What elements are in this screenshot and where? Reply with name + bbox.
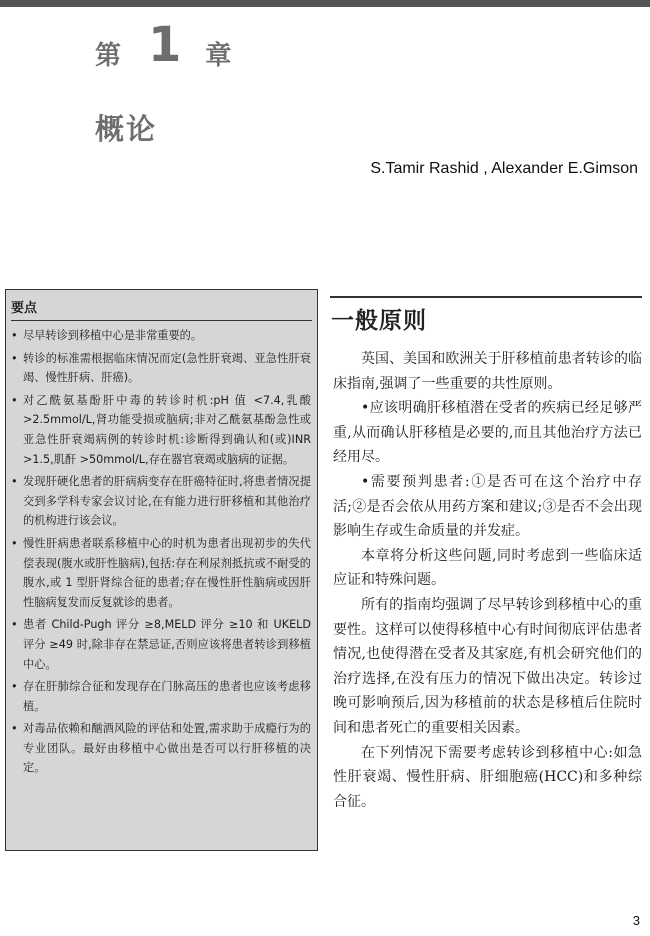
key-points-header: 要点: [11, 301, 38, 316]
chapter-prefix: 第: [95, 41, 123, 71]
body-paragraph: 所有的指南均强调了尽早转诊到移植中心的重要性。这样可以使得移植中心有时间彻底评估患者情况,也使得潜在受者及其家庭,有机会研究他们的治疗选择,在没有压力的情况下做出决定。转诊过晚可影响预后,因为移植前的状态是移植后住院时间和患者死亡的重要相关因素。: [333, 596, 642, 736]
body-paragraph: •应该明确肝移植潜在受者的疾病已经足够严重,从而确认肝移植是必要的,而且其他治疗方法已经用尽。: [333, 400, 642, 466]
body-paragraph: 在下列情况下需要考虑转诊到移植中心:如急性肝衰竭、慢性肝病、肝细胞癌(HCC)和多种综合征。: [333, 744, 642, 810]
key-point-item: • 慢性肝病患者联系移植中心的时机为患者出现初步的失代偿表现(腹水或肝性脑病),包括:存在利尿剂抵抗或不耐受的腹水,或 1 型肝肾综合征的患者;存在慢性肝性脑病或因肝性脑病复发而反复就诊的患者。: [11, 534, 311, 612]
chapter-title: 概论: [95, 112, 158, 146]
key-point-item: • 发现肝硬化患者的肝病病变存在肝癌特征时,将患者情况提交到多学科专家会议讨论,在有能力进行肝移植和其他治疗的机构进行该会议。: [11, 472, 311, 531]
key-point-item: • 存在肝肺综合征和发现存在门脉高压的患者也应该考虑移植。: [11, 677, 311, 716]
key-point-item: • 转诊的标准需根据临床情况而定(急性肝衰竭、亚急性肝衰竭、慢性肝病、肝癌)。: [11, 349, 311, 388]
body-paragraph: •需要预判患者:①是否可在这个治疗中存活;②是否会依从用药方案和建议;③是否不会出现影响生存或生命质量的并发症。: [333, 473, 642, 540]
page-number: 3: [632, 913, 640, 928]
authors: S.Tamir Rashid , Alexander E.Gimson: [370, 160, 638, 177]
key-points-box: [5, 289, 318, 851]
key-points-divider: [11, 320, 312, 321]
section-heading: 一般原则: [331, 308, 427, 334]
body-paragraph: 本章将分析这些问题,同时考虑到一些临床适应证和特殊问题。: [333, 547, 642, 589]
chapter-number: 1: [148, 17, 182, 73]
key-point-item: • 对毒品依赖和酗酒风险的评估和处置,需求助于成瘾行为的专业团队。最好由移植中心做出是否可以行肝移植的决定。: [11, 719, 311, 778]
key-points-list: [11, 326, 311, 781]
main-body: [333, 347, 642, 814]
key-point-item: • 患者 Child-Pugh 评分 ≥8,MELD 评分 ≥10 和 UKELD 评分 ≥49 时,除非存在禁忌证,否则应该将患者转诊到移植中心。: [11, 615, 311, 674]
key-point-item: • 对乙酰氨基酚肝中毒的转诊时机:pH 值 <7.4,乳酸 >2.5mmol/L,肾功能受损或脑病;非对乙酰氨基酚急性或亚急性肝衰竭病例的转诊时机:诊断得到确认和(或)INR >1.5,肌酐 >50mmol/L,存在器官衰竭或脑病的证据。: [11, 391, 311, 469]
body-paragraph: 英国、美国和欧洲关于肝移植前患者转诊的临床指南,强调了一些重要的共性原则。: [333, 351, 642, 392]
section-divider: [330, 296, 642, 298]
key-point-item: • 尽早转诊到移植中心是非常重要的。: [11, 326, 311, 346]
chapter-heading: [95, 14, 232, 72]
top-rule: [0, 0, 650, 7]
chapter-suffix: 章: [205, 41, 233, 71]
